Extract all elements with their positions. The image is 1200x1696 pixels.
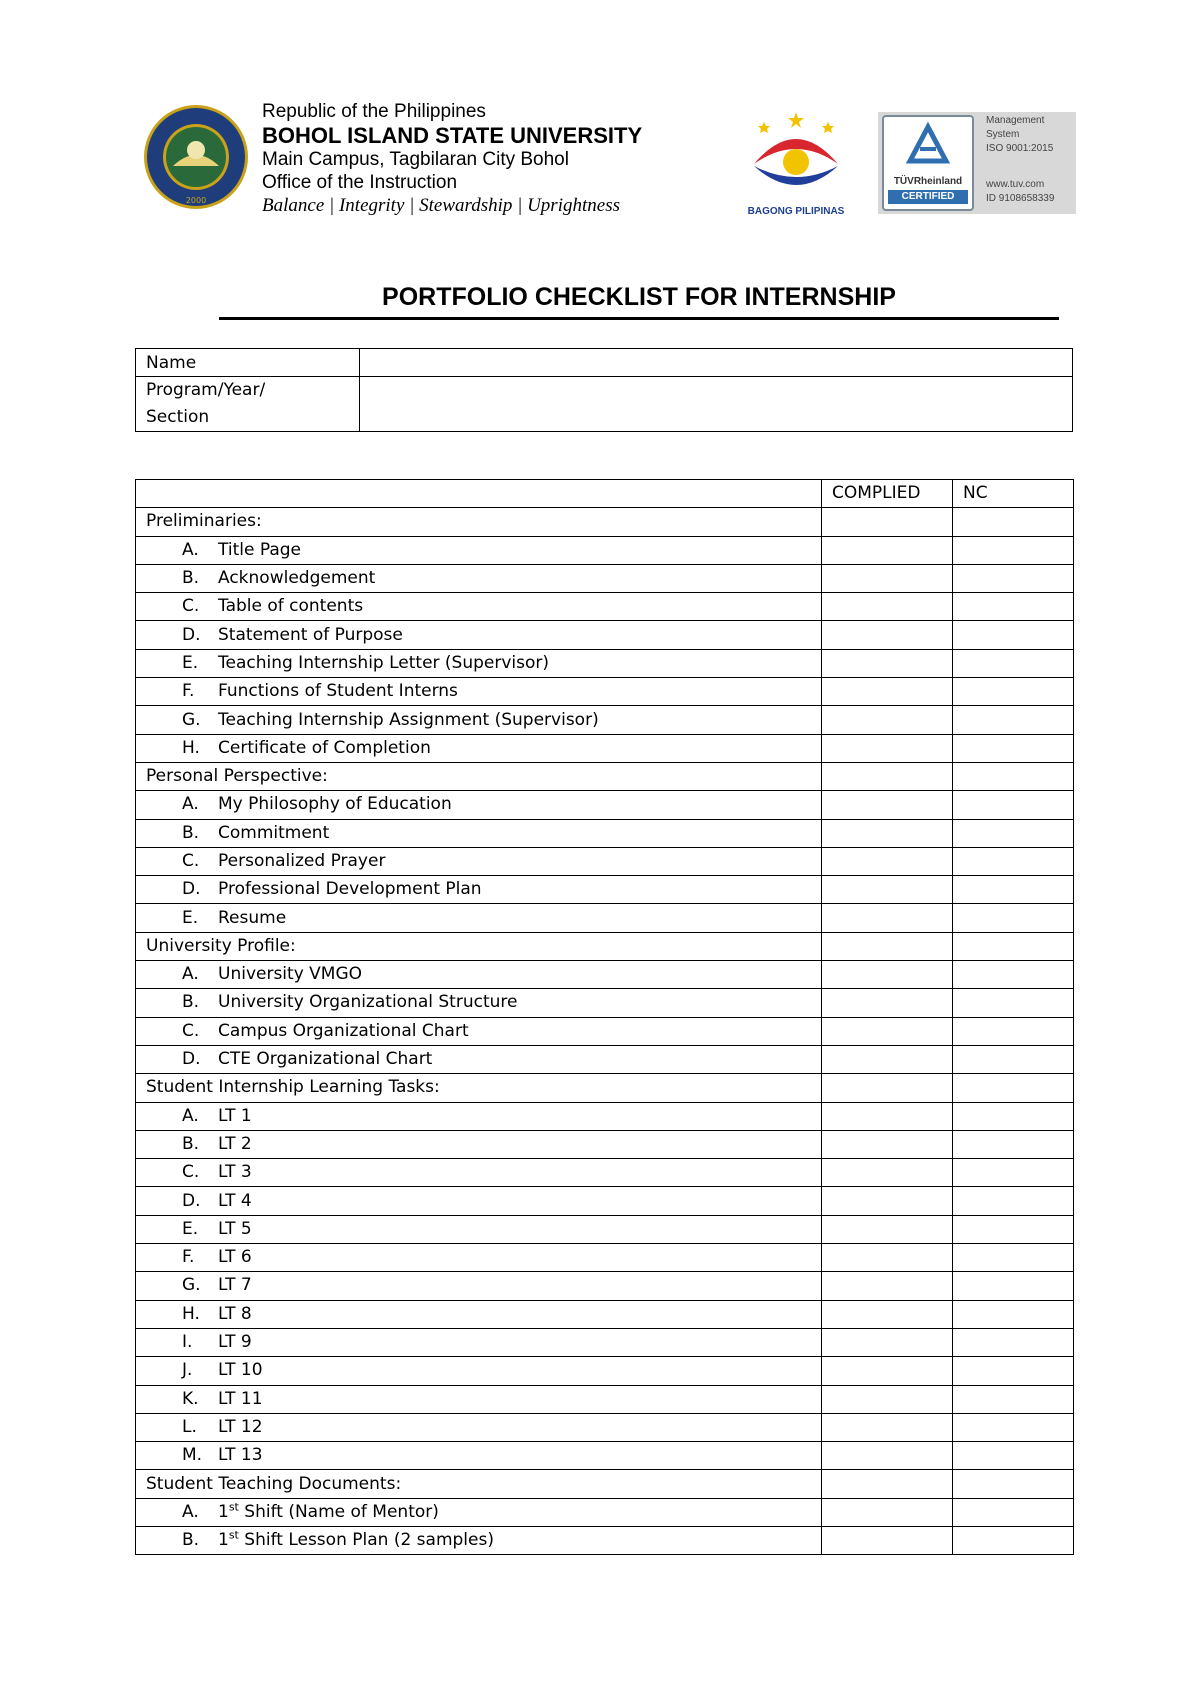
complied-cell[interactable] bbox=[822, 734, 953, 762]
nc-cell[interactable] bbox=[953, 791, 1074, 819]
item-letter: K. bbox=[182, 1388, 199, 1409]
item-text: Shift (Name of Mentor) bbox=[238, 1501, 439, 1522]
checklist-item-row bbox=[136, 819, 1074, 847]
checklist-item-row bbox=[136, 904, 1074, 932]
nc-cell[interactable] bbox=[953, 649, 1074, 677]
checklist-item-row bbox=[136, 1300, 1074, 1328]
checklist-item bbox=[136, 1498, 822, 1526]
nc-cell[interactable] bbox=[953, 1526, 1074, 1554]
complied-cell[interactable] bbox=[822, 1300, 953, 1328]
nc-cell[interactable] bbox=[953, 1328, 1074, 1356]
item-letter: C. bbox=[182, 596, 200, 617]
complied-cell[interactable] bbox=[822, 508, 953, 536]
item-text: LT 9 bbox=[218, 1332, 252, 1353]
nc-cell[interactable] bbox=[953, 961, 1074, 989]
complied-cell[interactable] bbox=[822, 791, 953, 819]
complied-cell[interactable] bbox=[822, 904, 953, 932]
complied-cell[interactable] bbox=[822, 1272, 953, 1300]
checklist-item-row bbox=[136, 961, 1074, 989]
item-text: University Organizational Structure bbox=[218, 992, 518, 1013]
checklist-item bbox=[136, 791, 822, 819]
complied-cell[interactable] bbox=[822, 1328, 953, 1356]
page-title: PORTFOLIO CHECKLIST FOR INTERNSHIP bbox=[382, 283, 896, 311]
checklist-item bbox=[136, 593, 822, 621]
item-letter: E. bbox=[182, 907, 199, 928]
checklist-item bbox=[136, 621, 822, 649]
nc-cell[interactable] bbox=[953, 621, 1074, 649]
item-letter: C. bbox=[182, 1162, 200, 1183]
checklist-item bbox=[136, 1130, 822, 1158]
office-line: Office of the Instruction bbox=[262, 172, 458, 193]
checklist-item-row bbox=[136, 1102, 1074, 1130]
checklist-item-row bbox=[136, 876, 1074, 904]
checklist-item-row bbox=[136, 1498, 1074, 1526]
checklist-item bbox=[136, 1272, 822, 1300]
checklist-item bbox=[136, 1045, 822, 1073]
nc-cell[interactable] bbox=[953, 1442, 1074, 1470]
item-letter: D. bbox=[182, 879, 201, 900]
nc-cell[interactable] bbox=[953, 1272, 1074, 1300]
checklist-item-row bbox=[136, 593, 1074, 621]
item-letter: A. bbox=[182, 1105, 199, 1126]
checklist-item-row bbox=[136, 791, 1074, 819]
letterhead bbox=[0, 0, 1200, 240]
item-letter: C. bbox=[182, 851, 200, 871]
complied-cell[interactable] bbox=[822, 1130, 953, 1158]
item-letter: H. bbox=[182, 737, 200, 758]
item-text: My Philosophy of Education bbox=[218, 794, 452, 815]
checklist-item bbox=[136, 1159, 822, 1187]
item-ordinal-suffix: st bbox=[228, 1528, 239, 1542]
item-letter: H. bbox=[182, 1303, 200, 1324]
program-field[interactable] bbox=[360, 377, 1073, 432]
nc-cell[interactable] bbox=[953, 1017, 1074, 1045]
item-letter: B. bbox=[182, 822, 200, 843]
nc-cell[interactable] bbox=[953, 734, 1074, 762]
checklist-item-row bbox=[136, 536, 1074, 564]
item-text: Professional Development Plan bbox=[218, 879, 482, 900]
checklist-item bbox=[136, 706, 822, 734]
checklist-item bbox=[136, 536, 822, 564]
checklist-item bbox=[136, 649, 822, 677]
item-text: University VMGO bbox=[218, 964, 363, 985]
checklist-item-row bbox=[136, 1159, 1074, 1187]
item-ordinal-number: 1 bbox=[218, 1530, 229, 1551]
checklist-item-row bbox=[136, 649, 1074, 677]
item-text: Acknowledgement bbox=[218, 568, 376, 589]
complied-cell[interactable] bbox=[822, 1074, 953, 1102]
item-letter: A. bbox=[182, 964, 199, 985]
item-letter: E. bbox=[182, 1218, 199, 1239]
complied-cell[interactable] bbox=[822, 1470, 953, 1498]
item-text: LT 8 bbox=[218, 1303, 252, 1324]
complied-cell[interactable] bbox=[822, 621, 953, 649]
item-text: Resume bbox=[218, 907, 287, 928]
checklist-item bbox=[136, 819, 822, 847]
nc-cell[interactable] bbox=[953, 1357, 1074, 1385]
item-text: Certificate of Completion bbox=[218, 737, 431, 758]
nc-cell[interactable] bbox=[953, 989, 1074, 1017]
item-text: Personalized Prayer bbox=[218, 851, 386, 871]
nc-cell[interactable] bbox=[953, 564, 1074, 592]
item-letter: L. bbox=[182, 1416, 197, 1437]
iso-line-3: ISO 9001:2015 bbox=[986, 143, 1054, 154]
nc-cell[interactable] bbox=[953, 819, 1074, 847]
complied-cell[interactable] bbox=[822, 706, 953, 734]
complied-cell[interactable] bbox=[822, 1526, 953, 1554]
item-text: Functions of Student Interns bbox=[218, 681, 458, 702]
portfolio-checklist-table bbox=[135, 479, 1074, 1555]
item-text: Statement of Purpose bbox=[218, 624, 403, 645]
section-row bbox=[136, 762, 1074, 790]
item-letter: B. bbox=[182, 992, 200, 1013]
nc-cell[interactable] bbox=[953, 1498, 1074, 1526]
item-letter: B. bbox=[182, 1133, 200, 1154]
nc-cell[interactable] bbox=[953, 1159, 1074, 1187]
checklist-item bbox=[136, 961, 822, 989]
nc-cell[interactable] bbox=[953, 1300, 1074, 1328]
university-seal-logo bbox=[143, 104, 249, 210]
campus-line: Main Campus, Tagbilaran City Bohol bbox=[262, 149, 569, 170]
item-letter: A. bbox=[182, 539, 199, 560]
item-letter: C. bbox=[182, 1020, 200, 1041]
tuv-badge bbox=[882, 115, 974, 211]
checklist-item bbox=[136, 1357, 822, 1385]
complied-cell[interactable] bbox=[822, 1357, 953, 1385]
motto-line: Balance | Integrity | Stewardship | Uprightness bbox=[262, 195, 620, 216]
complied-cell[interactable] bbox=[822, 678, 953, 706]
item-letter: A. bbox=[182, 1501, 199, 1522]
checklist-item-row bbox=[136, 1413, 1074, 1441]
item-letter: M. bbox=[182, 1445, 203, 1466]
item-text: Teaching Internship Letter (Supervisor) bbox=[218, 652, 550, 673]
item-text: LT 10 bbox=[218, 1360, 263, 1381]
checklist-item bbox=[136, 1215, 822, 1243]
checklist-item bbox=[136, 876, 822, 904]
item-letter: J. bbox=[182, 1360, 193, 1381]
nc-cell[interactable] bbox=[953, 593, 1074, 621]
nc-cell[interactable] bbox=[953, 1045, 1074, 1073]
item-text: LT 7 bbox=[218, 1275, 252, 1296]
complied-cell[interactable] bbox=[822, 961, 953, 989]
item-text: LT 3 bbox=[218, 1162, 252, 1183]
iso-line-2: System bbox=[986, 129, 1020, 140]
title-underline bbox=[219, 317, 1059, 320]
item-text: Commitment bbox=[218, 822, 330, 843]
section-title: University Profile: bbox=[136, 932, 822, 960]
item-letter: F. bbox=[182, 681, 195, 702]
section-row bbox=[136, 508, 1074, 536]
nc-cell[interactable] bbox=[953, 1385, 1074, 1413]
checklist-item bbox=[136, 1017, 822, 1045]
bagong-pilipinas-caption: BAGONG PILIPINAS bbox=[747, 206, 845, 217]
item-text: Table of contents bbox=[218, 596, 364, 617]
item-text: LT 4 bbox=[218, 1190, 252, 1211]
nc-cell[interactable] bbox=[953, 1187, 1074, 1215]
checklist-item bbox=[136, 904, 822, 932]
item-ordinal-suffix: st bbox=[228, 1500, 239, 1514]
checklist-item bbox=[136, 564, 822, 592]
nc-cell[interactable] bbox=[953, 678, 1074, 706]
checklist-item bbox=[136, 1442, 822, 1470]
checklist-item-row bbox=[136, 847, 1074, 875]
checklist-item-row bbox=[136, 1385, 1074, 1413]
university-name: BOHOL ISLAND STATE UNIVERSITY bbox=[262, 123, 643, 148]
complied-cell[interactable] bbox=[822, 1187, 953, 1215]
complied-cell[interactable] bbox=[822, 649, 953, 677]
checklist-item bbox=[136, 1300, 822, 1328]
complied-cell[interactable] bbox=[822, 1385, 953, 1413]
checklist-item-row bbox=[136, 1272, 1074, 1300]
complied-cell[interactable] bbox=[822, 1244, 953, 1272]
complied-cell[interactable] bbox=[822, 1045, 953, 1073]
checklist-item bbox=[136, 1102, 822, 1130]
certified-label: CERTIFIED bbox=[888, 190, 968, 204]
checklist-item-row bbox=[136, 1215, 1074, 1243]
republic-line: Republic of the Philippines bbox=[262, 101, 486, 122]
item-text: Title Page bbox=[218, 539, 301, 560]
checklist-item-row bbox=[136, 1187, 1074, 1215]
item-letter: D. bbox=[182, 624, 201, 645]
nc-cell[interactable] bbox=[953, 932, 1074, 960]
item-text: LT 12 bbox=[218, 1416, 263, 1437]
checklist-item-row bbox=[136, 1244, 1074, 1272]
complied-cell[interactable] bbox=[822, 1413, 953, 1441]
nc-cell[interactable] bbox=[953, 1244, 1074, 1272]
complied-cell[interactable] bbox=[822, 819, 953, 847]
item-letter: E. bbox=[182, 652, 199, 673]
svg-text:2000: 2000 bbox=[185, 196, 207, 205]
iso-line-5: ID 9108658339 bbox=[986, 193, 1055, 204]
complied-cell[interactable] bbox=[822, 1102, 953, 1130]
checklist-item-row bbox=[136, 989, 1074, 1017]
item-text: LT 13 bbox=[218, 1445, 263, 1466]
student-info-table bbox=[135, 348, 1073, 432]
item-letter: D. bbox=[182, 1190, 201, 1211]
iso-line-1: Management bbox=[986, 115, 1045, 126]
complied-cell[interactable] bbox=[822, 1159, 953, 1187]
checklist-item-row bbox=[136, 734, 1074, 762]
complied-cell[interactable] bbox=[822, 536, 953, 564]
checklist-item-row bbox=[136, 621, 1074, 649]
complied-cell[interactable] bbox=[822, 762, 953, 790]
complied-cell[interactable] bbox=[822, 1442, 953, 1470]
complied-cell[interactable] bbox=[822, 876, 953, 904]
iso-certification-badge bbox=[878, 112, 1076, 214]
complied-cell[interactable] bbox=[822, 1498, 953, 1526]
item-text: LT 11 bbox=[218, 1388, 263, 1409]
complied-cell[interactable] bbox=[822, 847, 953, 875]
item-text: CTE Organizational Chart bbox=[218, 1049, 433, 1070]
section-title: Student Teaching Documents: bbox=[136, 1470, 822, 1498]
checklist-item-row bbox=[136, 1328, 1074, 1356]
item-text: LT 2 bbox=[218, 1133, 252, 1154]
section-title: Personal Perspective: bbox=[136, 762, 822, 790]
checklist-item bbox=[136, 989, 822, 1017]
checklist-item-row bbox=[136, 1357, 1074, 1385]
item-text: Teaching Internship Assignment (Supervisor) bbox=[218, 709, 599, 730]
nc-cell[interactable] bbox=[953, 1215, 1074, 1243]
complied-cell[interactable] bbox=[822, 932, 953, 960]
item-letter: G. bbox=[182, 1275, 201, 1296]
bagong-pilipinas-logo bbox=[740, 104, 852, 220]
checklist-item bbox=[136, 1526, 822, 1554]
checklist-item bbox=[136, 1244, 822, 1272]
item-ordinal-number: 1 bbox=[218, 1501, 229, 1522]
complied-cell[interactable] bbox=[822, 593, 953, 621]
program-label: Program/Year/ Section bbox=[136, 377, 360, 432]
section-row bbox=[136, 932, 1074, 960]
nc-cell[interactable] bbox=[953, 706, 1074, 734]
section-row bbox=[136, 1074, 1074, 1102]
item-letter: B. bbox=[182, 1530, 200, 1551]
name-field[interactable] bbox=[360, 349, 1073, 377]
item-letter: I. bbox=[182, 1332, 193, 1353]
complied-cell[interactable] bbox=[822, 1017, 953, 1045]
checklist-item bbox=[136, 678, 822, 706]
nc-cell[interactable] bbox=[953, 762, 1074, 790]
checklist-item-row bbox=[136, 564, 1074, 592]
complied-cell[interactable] bbox=[822, 989, 953, 1017]
checklist-item-row bbox=[136, 706, 1074, 734]
checklist-item-row bbox=[136, 1045, 1074, 1073]
item-letter: A. bbox=[182, 794, 199, 815]
checklist-item bbox=[136, 1328, 822, 1356]
nc-cell[interactable] bbox=[953, 508, 1074, 536]
nc-cell[interactable] bbox=[953, 876, 1074, 904]
nc-cell[interactable] bbox=[953, 904, 1074, 932]
section-title: Preliminaries: bbox=[136, 508, 822, 536]
item-letter: F. bbox=[182, 1247, 195, 1268]
nc-cell[interactable] bbox=[953, 1130, 1074, 1158]
item-text: LT 6 bbox=[218, 1247, 252, 1268]
tuv-triangle-icon bbox=[884, 121, 972, 171]
checklist-item-row bbox=[136, 1130, 1074, 1158]
nc-cell[interactable] bbox=[953, 1470, 1074, 1498]
nc-cell[interactable] bbox=[953, 536, 1074, 564]
complied-cell[interactable] bbox=[822, 1215, 953, 1243]
complied-cell[interactable] bbox=[822, 564, 953, 592]
name-label: Name bbox=[136, 349, 360, 377]
checklist-item-row bbox=[136, 678, 1074, 706]
checklist-item bbox=[136, 1187, 822, 1215]
checklist-header-row bbox=[136, 480, 1074, 508]
item-letter: G. bbox=[182, 709, 201, 730]
checklist-item-row bbox=[136, 1526, 1074, 1554]
iso-line-4: www.tuv.com bbox=[986, 179, 1045, 190]
section-row bbox=[136, 1470, 1074, 1498]
item-letter: D. bbox=[182, 1049, 201, 1070]
item-text: LT 5 bbox=[218, 1218, 252, 1239]
nc-cell[interactable] bbox=[953, 1413, 1074, 1441]
nc-cell[interactable] bbox=[953, 847, 1074, 875]
tuv-brand: TÜVRheinland bbox=[893, 176, 963, 187]
checklist-item bbox=[136, 1385, 822, 1413]
nc-column-header: NC bbox=[953, 480, 1074, 508]
checklist-item-row bbox=[136, 1017, 1074, 1045]
nc-cell[interactable] bbox=[953, 1102, 1074, 1130]
checklist-item-row bbox=[136, 1442, 1074, 1470]
item-text: Campus Organizational Chart bbox=[218, 1020, 469, 1041]
nc-cell[interactable] bbox=[953, 1074, 1074, 1102]
item-letter: B. bbox=[182, 568, 200, 589]
complied-column-header: COMPLIED bbox=[822, 480, 953, 508]
item-text: Shift Lesson Plan (2 samples) bbox=[238, 1530, 494, 1551]
item-text: LT 1 bbox=[218, 1105, 252, 1126]
section-title: Student Internship Learning Tasks: bbox=[136, 1074, 822, 1102]
item-column-header bbox=[136, 480, 822, 508]
checklist-item bbox=[136, 847, 822, 875]
checklist-item bbox=[136, 1413, 822, 1441]
checklist-item bbox=[136, 734, 822, 762]
